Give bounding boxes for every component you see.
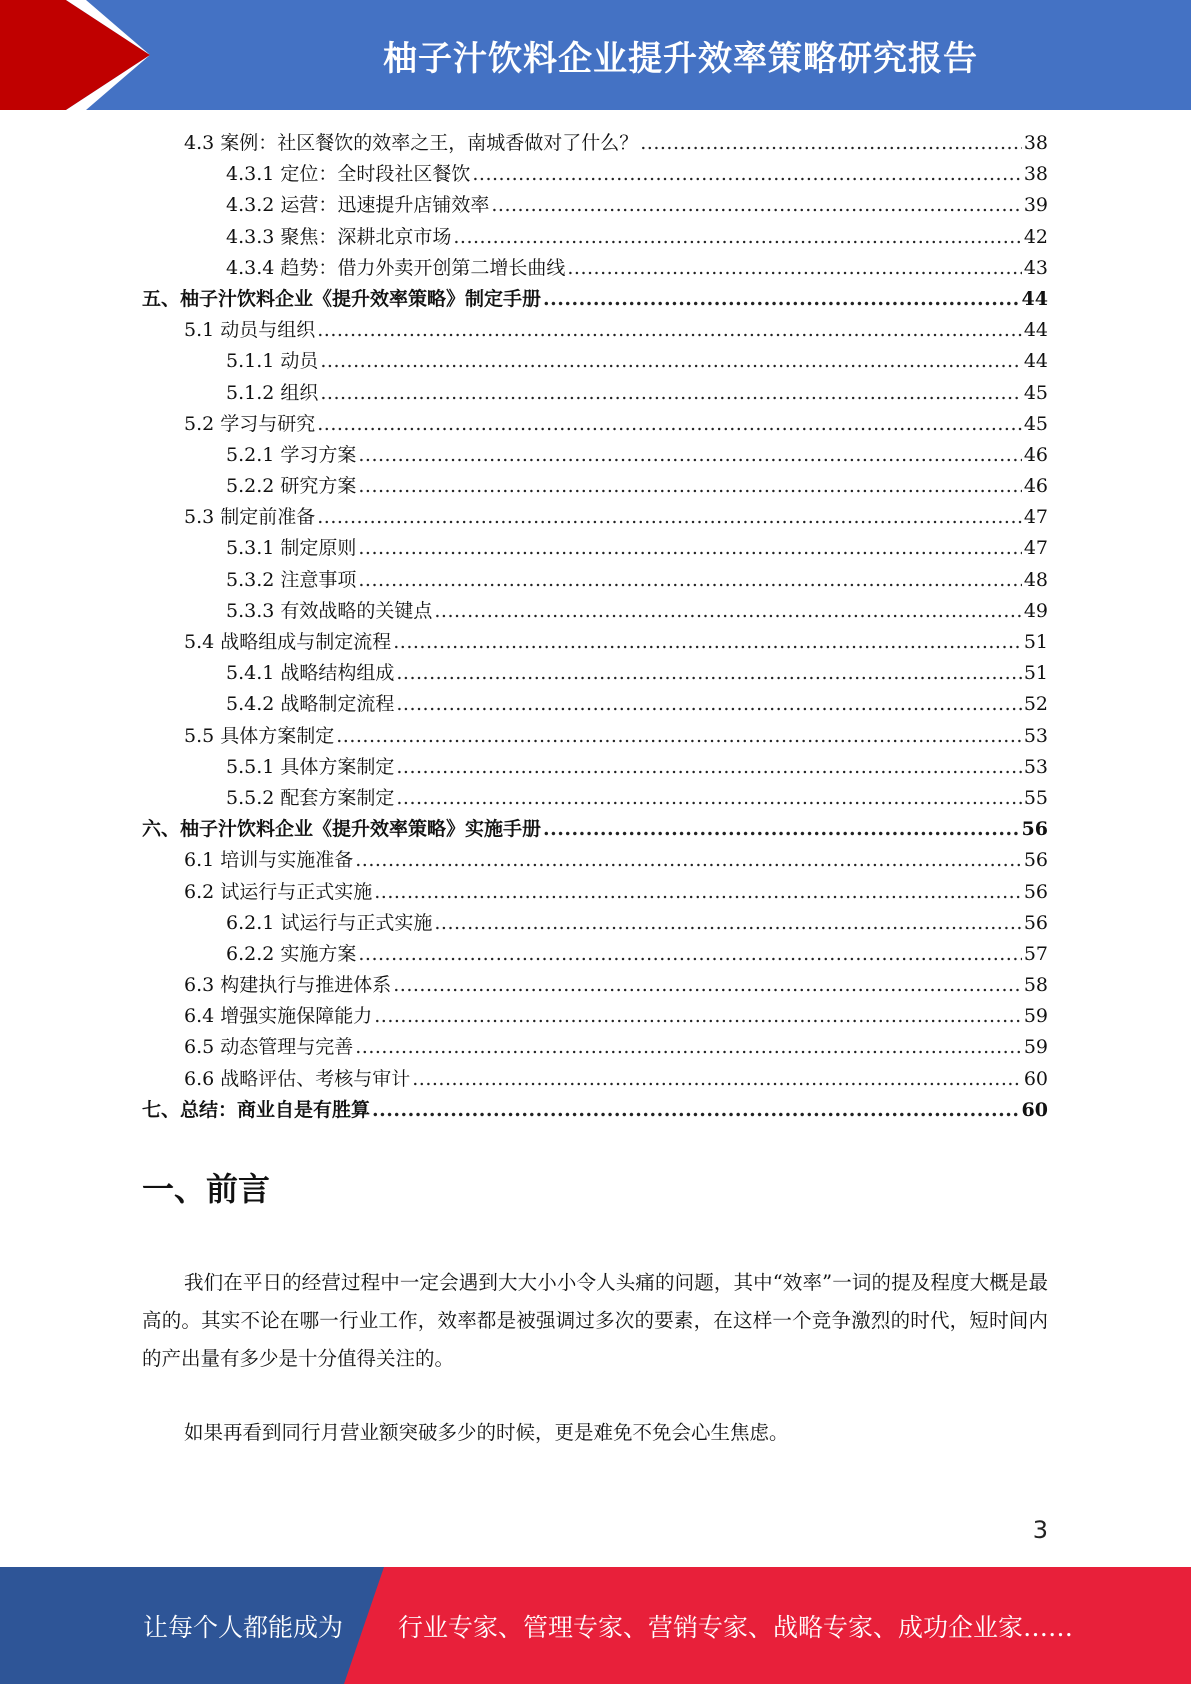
toc-entry-page: 38 (1023, 132, 1048, 154)
toc-entry[interactable] (142, 471, 1048, 502)
toc-entry[interactable] (142, 721, 1048, 752)
toc-leader (317, 409, 1022, 440)
toc-leader (543, 814, 1020, 845)
toc-leader (358, 533, 1021, 564)
toc-entry-page: 46 (1023, 475, 1048, 498)
toc-entry-title: 6.4 增强实施保障能力 (184, 1005, 373, 1028)
toc-leader (543, 284, 1020, 315)
toc-leader (434, 596, 1021, 627)
toc-entry-page: 48 (1023, 568, 1048, 591)
footer-slogan-right: 行业专家、管理专家、营销专家、战略专家、成功企业家…… (398, 1612, 1074, 1642)
toc-entry-title: 七、总结：商业自是有胜算 (142, 1098, 371, 1121)
toc-entry-page: 53 (1023, 724, 1048, 747)
toc-entry-page: 56 (1021, 818, 1048, 841)
toc-entry[interactable] (142, 1095, 1048, 1126)
toc-entry-page: 42 (1023, 225, 1048, 248)
toc-entry[interactable] (142, 658, 1048, 689)
toc-entry-page: 44 (1021, 287, 1048, 310)
toc-entry[interactable] (142, 253, 1048, 284)
toc-leader (355, 845, 1022, 876)
toc-leader (396, 783, 1021, 814)
toc-entry[interactable] (142, 128, 1048, 159)
toc-leader (396, 752, 1021, 783)
toc-leader (317, 502, 1022, 533)
toc-entry[interactable] (142, 284, 1048, 315)
toc-entry-title: 5.2.1 学习方案 (226, 443, 357, 466)
toc-entry-page: 56 (1023, 880, 1048, 903)
toc-entry-page: 51 (1023, 662, 1048, 685)
toc-entry[interactable] (142, 627, 1048, 658)
toc-entry[interactable] (142, 1064, 1048, 1095)
toc-leader (412, 1064, 1022, 1095)
toc-entry-page: 56 (1023, 911, 1048, 934)
toc-entry-page: 60 (1021, 1098, 1048, 1121)
toc-entry-title: 5.3.2 注意事项 (226, 568, 357, 591)
toc-leader (374, 1001, 1022, 1032)
toc-entry-page: 56 (1023, 849, 1048, 872)
toc-entry-page: 58 (1023, 974, 1048, 997)
toc-entry-page: 46 (1023, 443, 1048, 466)
toc-entry-title: 6.6 战略评估、考核与审计 (184, 1067, 411, 1090)
page-header (0, 0, 1191, 110)
toc-entry[interactable] (142, 783, 1048, 814)
toc-entry-title: 5.5.2 配套方案制定 (226, 786, 395, 809)
toc-entry-title: 4.3.1 定位：全时段社区餐饮 (226, 163, 471, 186)
toc-entry[interactable] (142, 814, 1048, 845)
toc-entry-title: 六、柚子汁饮料企业《提升效率策略》实施手册 (142, 818, 542, 841)
toc-leader (453, 222, 1021, 253)
toc-leader (358, 471, 1021, 502)
toc-entry[interactable] (142, 908, 1048, 939)
toc-leader (434, 908, 1021, 939)
toc-entry-title: 4.3.4 趋势：借力外卖开创第二增长曲线 (226, 256, 566, 279)
toc-entry-page: 51 (1023, 631, 1048, 653)
section-heading: 一、前言 (142, 1170, 271, 1208)
toc-entry-page: 59 (1023, 1005, 1048, 1028)
toc-entry-page: 47 (1023, 506, 1048, 529)
toc-entry-title: 5.5.1 具体方案制定 (226, 755, 395, 778)
toc-entry[interactable] (142, 315, 1048, 346)
toc-entry[interactable] (142, 409, 1048, 440)
toc-entry-title: 5.5 具体方案制定 (184, 724, 335, 747)
toc-leader (358, 440, 1021, 471)
toc-entry-title: 5.3.3 有效战略的关键点 (226, 599, 433, 622)
toc-entry-title: 5.1 动员与组织 (184, 319, 316, 342)
toc-entry[interactable] (142, 502, 1048, 533)
toc-entry-title: 5.4.1 战略结构组成 (226, 662, 395, 685)
toc-entry-title: 5.1.2 组织 (226, 381, 319, 404)
toc-leader (320, 346, 1021, 377)
body-paragraph: 如果再看到同行月营业额突破多少的时候，更是难免不免会心生焦虑。 (184, 1421, 789, 1444)
toc-leader (358, 565, 1021, 596)
toc-leader (336, 721, 1022, 752)
toc-leader (396, 658, 1021, 689)
toc-entry[interactable] (142, 533, 1048, 564)
toc-entry-title: 6.5 动态管理与完善 (184, 1036, 354, 1059)
toc-leader (640, 128, 1022, 159)
header-title: 柚子汁饮料企业提升效率策略研究报告 (383, 38, 978, 79)
toc-leader (491, 190, 1021, 221)
toc-leader (372, 1095, 1020, 1126)
footer-slogan-left: 让每个人都能成为 (143, 1612, 344, 1642)
toc-entry[interactable] (142, 970, 1048, 1001)
toc-entry[interactable] (142, 159, 1048, 190)
toc-entry-title: 6.3 构建执行与推进体系 (184, 974, 392, 997)
toc-entry[interactable] (142, 1032, 1048, 1063)
toc-entry-title: 6.2 试运行与正式实施 (184, 880, 373, 903)
toc-entry-title: 5.3.1 制定原则 (226, 537, 357, 560)
toc-leader (374, 877, 1022, 908)
toc-entry-title: 5.4 战略组成与制定流程 (184, 631, 392, 653)
toc-leader (567, 253, 1021, 284)
toc-entry[interactable] (142, 939, 1048, 970)
toc-entry-page: 44 (1023, 319, 1048, 342)
toc-leader (393, 970, 1022, 1001)
toc-entry-title: 6.2.1 试运行与正式实施 (226, 911, 433, 934)
body-paragraph: 我们在平日的经营过程中一定会遇到大大小小令人头痛的问题，其中“效率”一词的提及程度大概是最高的。其实不论在哪一行业工作，效率都是被强调过多次的要素，在这样一个竞争激烈的时代，短时间内的产出量有多少是十分值得关注的。 (142, 1271, 1048, 1370)
toc-entry-title: 4.3.3 聚焦：深耕北京市场 (226, 225, 452, 248)
toc-entry-page: 43 (1023, 256, 1048, 279)
toc-leader (396, 689, 1021, 720)
toc-entry-title: 5.2 学习与研究 (184, 412, 316, 435)
toc-entry[interactable] (142, 346, 1048, 377)
toc-entry-page: 57 (1023, 942, 1048, 965)
toc-entry-page: 55 (1023, 786, 1048, 809)
page-footer (0, 1567, 1191, 1684)
toc-entry-page: 44 (1023, 350, 1048, 373)
toc-entry-page: 38 (1023, 163, 1048, 186)
toc-entry-title: 5.1.1 动员 (226, 350, 319, 373)
page-number: 3 (1032, 1516, 1048, 1544)
toc-entry[interactable] (142, 378, 1048, 409)
toc-entry[interactable] (142, 689, 1048, 720)
toc-entry-title: 5.3 制定前准备 (184, 506, 316, 529)
toc-entry[interactable] (142, 845, 1048, 876)
toc-entry-page: 60 (1023, 1067, 1048, 1090)
toc-entry[interactable] (142, 222, 1048, 253)
toc-leader (358, 939, 1021, 970)
toc-entry[interactable] (142, 877, 1048, 908)
header-red-arrow (0, 0, 150, 110)
toc-leader (320, 378, 1021, 409)
toc-entry[interactable] (142, 752, 1048, 783)
toc-entry[interactable] (142, 440, 1048, 471)
toc-entry-title: 6.1 培训与实施准备 (184, 849, 354, 872)
toc-entry-page: 47 (1023, 537, 1048, 560)
toc-entry-page: 53 (1023, 755, 1048, 778)
toc-entry-title: 5.4.2 战略制定流程 (226, 693, 395, 716)
toc-entry[interactable] (142, 565, 1048, 596)
toc-entry-title: 6.2.2 实施方案 (226, 942, 357, 965)
toc-entry[interactable] (142, 1001, 1048, 1032)
toc-entry-page: 45 (1023, 381, 1048, 404)
toc-entry-page: 39 (1023, 194, 1048, 217)
toc-leader (472, 159, 1021, 190)
toc-entry-title: 5.2.2 研究方案 (226, 475, 357, 498)
toc-entry-page: 49 (1023, 599, 1048, 622)
toc-entry-page: 52 (1023, 693, 1048, 716)
toc-entry[interactable] (142, 596, 1048, 627)
table-of-contents (142, 128, 1048, 1126)
toc-leader (393, 627, 1022, 658)
toc-entry-title: 五、柚子汁饮料企业《提升效率策略》制定手册 (142, 287, 542, 310)
toc-entry-page: 45 (1023, 412, 1048, 435)
toc-entry-title: 4.3.2 运营：迅速提升店铺效率 (226, 194, 490, 217)
toc-entry-title: 4.3 案例：社区餐饮的效率之王，南城香做对了什么？ (184, 132, 639, 154)
toc-leader (317, 315, 1022, 346)
toc-entry[interactable] (142, 190, 1048, 221)
toc-entry-page: 59 (1023, 1036, 1048, 1059)
toc-leader (355, 1032, 1022, 1063)
